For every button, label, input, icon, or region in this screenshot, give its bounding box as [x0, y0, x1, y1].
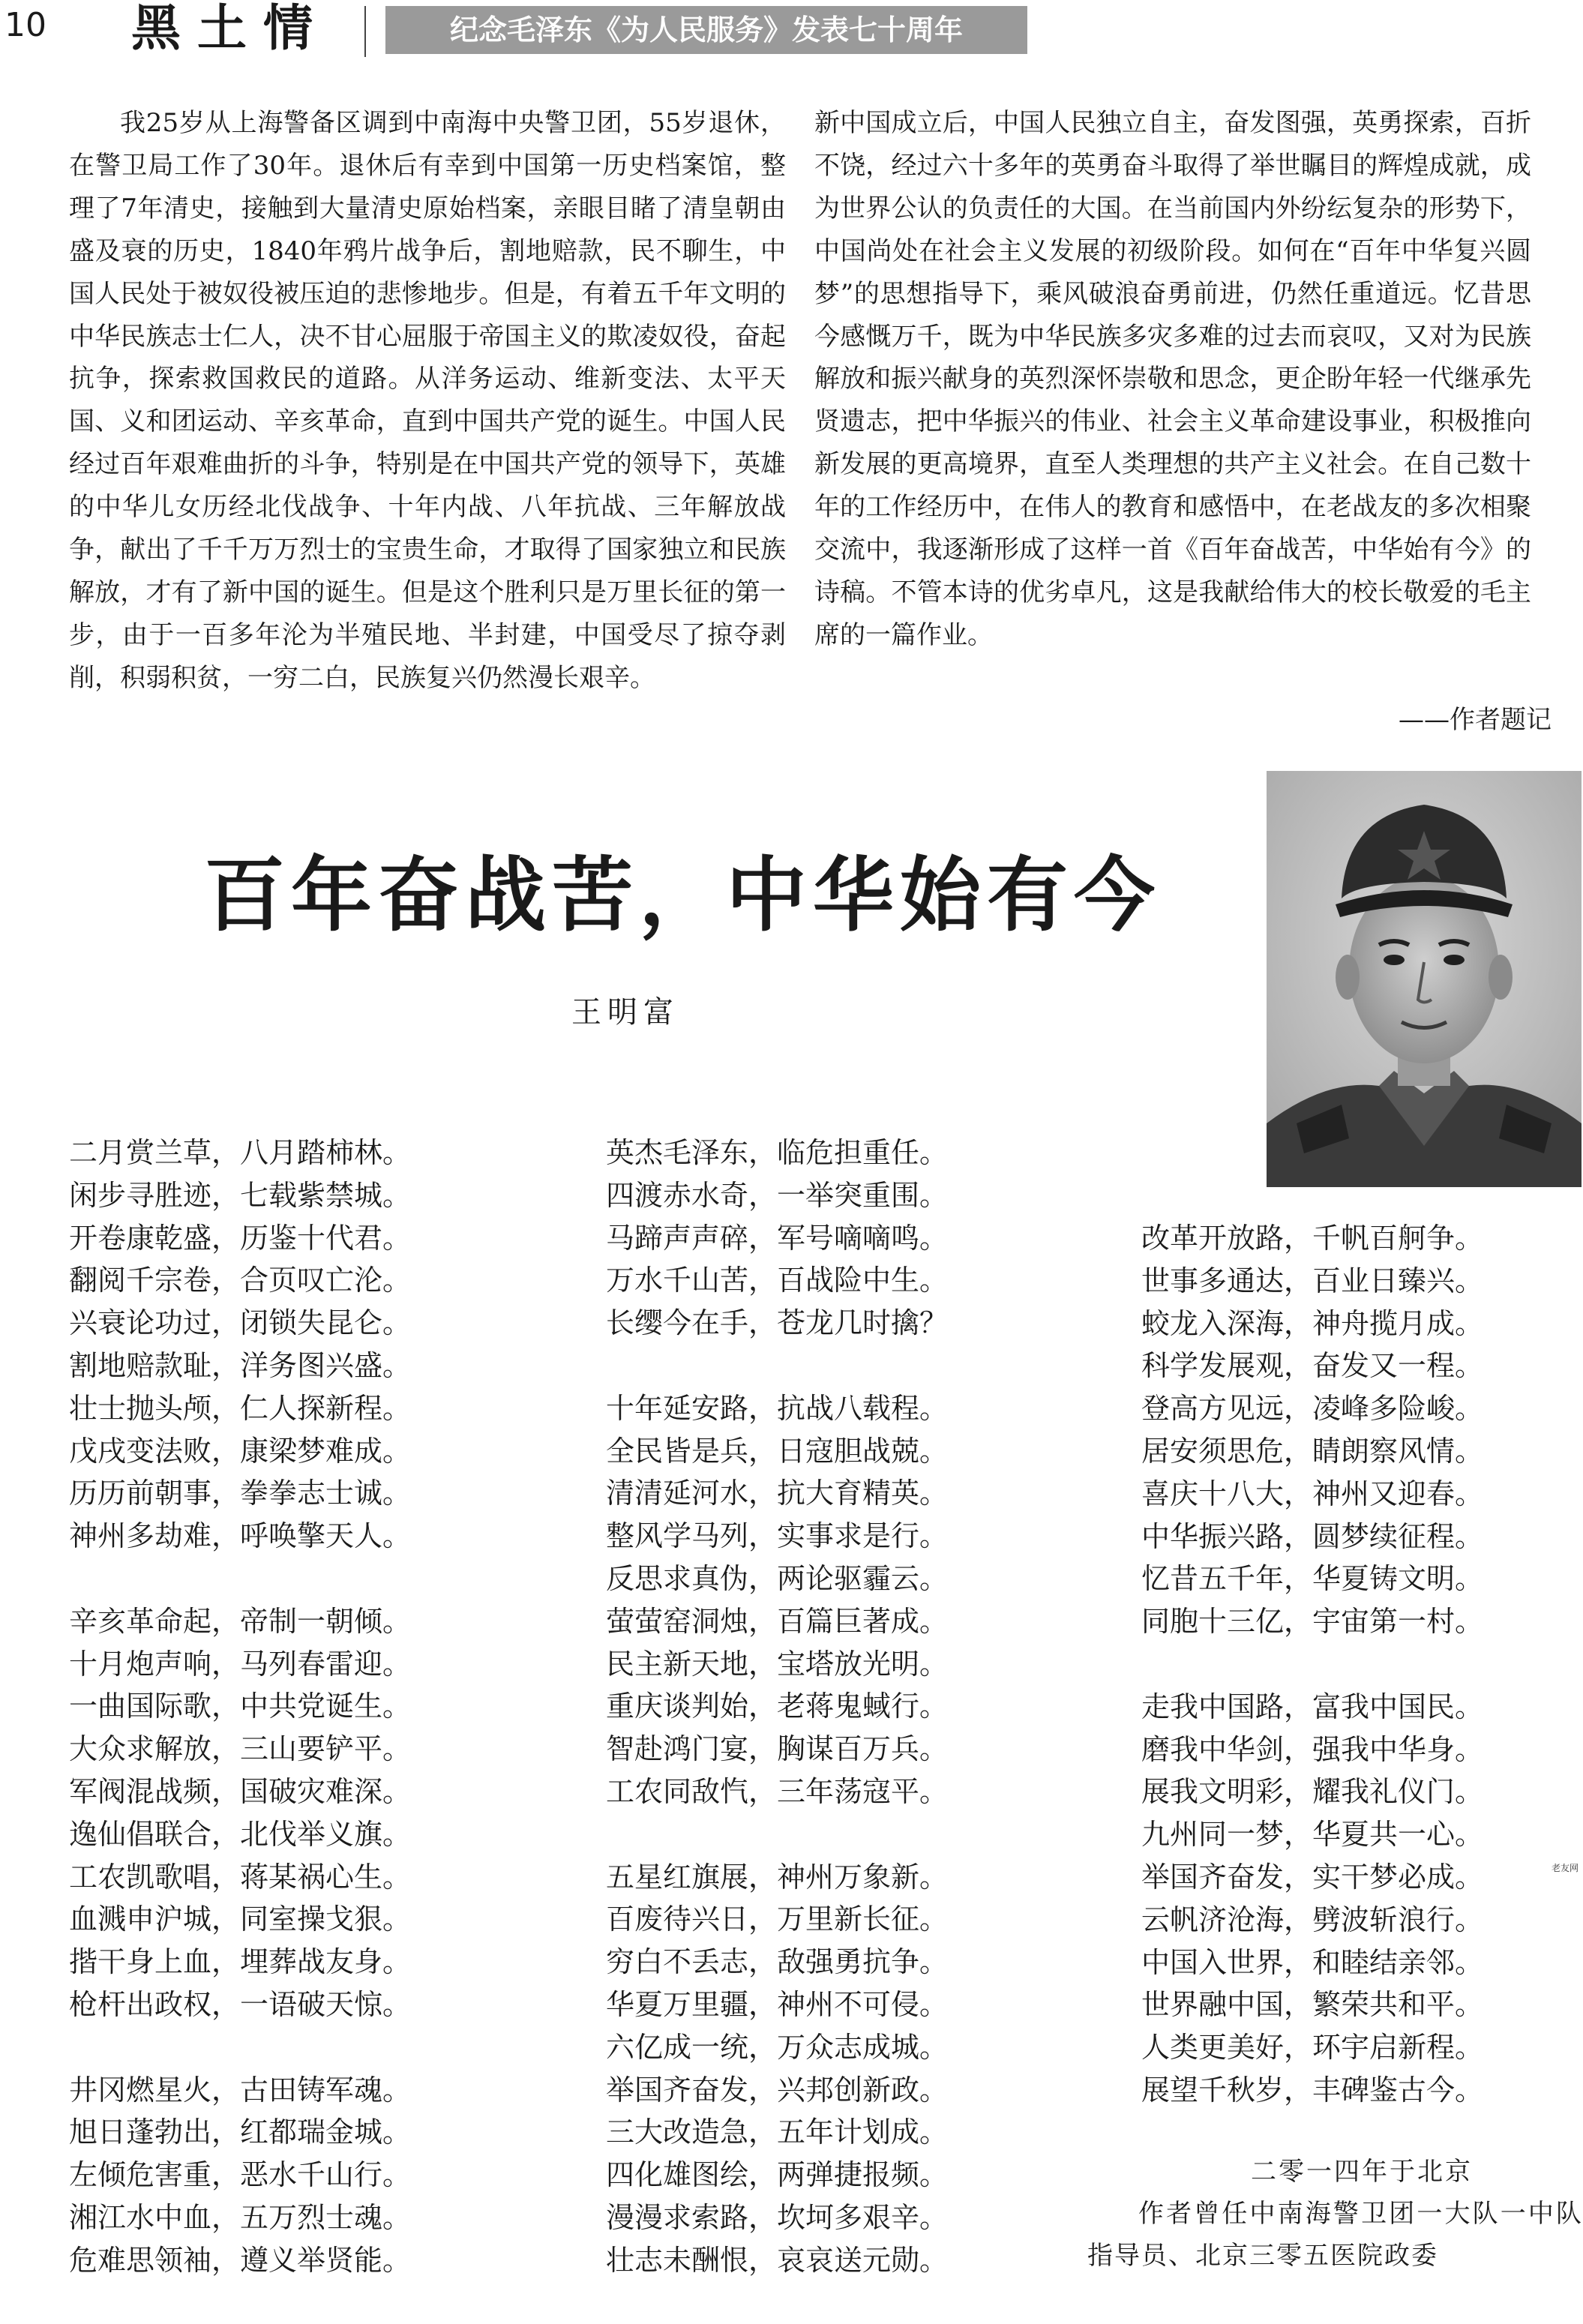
masthead-divider — [364, 6, 366, 57]
poem-line: 漫漫求索路，坎坷多艰辛。 — [606, 2200, 949, 2234]
poem-line: 左倾危害重，恶水千山行。 — [69, 2158, 412, 2192]
poem-line: 辛亥革命起，帝制一朝倾。 — [69, 1604, 412, 1638]
poem-line: 血溅申沪城，同室操戈狠。 — [69, 1903, 412, 1936]
poem-column-1 — [69, 1132, 411, 2324]
masthead-logo: 黑土情 — [131, 0, 329, 57]
poem-line: 忆昔五千年，华夏铸文明。 — [1141, 1562, 1484, 1596]
poem-stanza — [69, 1600, 411, 2026]
poem-line: 重庆谈判始，老蒋鬼蜮行。 — [606, 1690, 949, 1723]
poem-line: 一曲国际歌，中共党诞生。 — [69, 1690, 412, 1723]
poem-line: 人类更美好，环宇启新程。 — [1141, 2031, 1484, 2065]
poem-line: 穷白不丢志，敌强勇抗争。 — [606, 1945, 949, 1979]
intro-paragraph-continued: 新中国成立后，中国人民独立自主，奋发图强，英勇探索，百折不饶，经过六十多年的英勇奋斗取得了举世瞩目的辉煌成就，成为世界公认的负责任的大国。在当前国内外纷纭复杂的形势下，中国尚处在社会主义发展的初级阶段。如何在“百年中华复兴圆梦”的思想指导下，乘风破浪奋勇前进，仍然任重道远。忆昔思今感慨万千，既为中华民族多灾多难的过去而哀叹，又对为民族解放和振兴献身的英烈深怀崇敬和思念，更企盼年轻一代继承先贤遗志，把中华振兴的伟业、社会主义革命建设事业，积极推向新发展的更高境界，直至人类理想的共产主义社会。在自己数十年的工作经历中，在伟人的教育和感悟中，在老战友的多次相聚交流中，我逐渐形成了这样一首《百年奋战苦，中华始有今》的诗稿。不管本诗的优劣卓凡，这是我献给伟大的校长敬爱的毛主席的一篇作业。 — [814, 108, 1531, 650]
poem-line: 磨我中华剑，强我中华身。 — [1141, 1732, 1484, 1766]
poem-line: 神州多劫难，呼唤擎天人。 — [69, 1519, 412, 1553]
poem-line: 兴衰论功过，闭锁失昆仑。 — [69, 1306, 412, 1340]
poem-stanza — [606, 1856, 948, 2282]
poem-line: 马蹄声声碎，军号嘀嘀鸣。 — [606, 1221, 949, 1255]
intro-column-right — [814, 102, 1531, 657]
poem-line: 展我文明彩，耀我礼仪门。 — [1141, 1775, 1484, 1809]
poem-line: 四渡赤水奇，一举突重围。 — [606, 1178, 949, 1212]
poem-line: 万水千山苦，百战险中生。 — [606, 1264, 949, 1297]
poem-line: 闲步寻胜迹，七载紫禁城。 — [69, 1178, 412, 1212]
poem-line: 百废待兴日，万里新长征。 — [606, 1903, 949, 1936]
poem-line: 危难思领袖，遵义举贤能。 — [69, 2243, 412, 2277]
poem-line: 展望千秋岁，丰碑鉴古今。 — [1141, 2073, 1484, 2107]
poem-line: 清清延河水，抗大育精英。 — [606, 1477, 949, 1510]
poem-line: 三大改造急，五年计划成。 — [606, 2116, 949, 2149]
poem-stanza — [1141, 1686, 1483, 2112]
poem-stanza — [69, 2069, 411, 2282]
poem-line: 割地赔款耻，洋务图兴盛。 — [69, 1348, 412, 1382]
poem-line: 世事多通达，百业日臻兴。 — [1141, 1264, 1484, 1297]
intro-column-left — [69, 102, 786, 700]
poem-line: 十月炮声响，马列春雷迎。 — [69, 1647, 412, 1681]
poem-line: 举国齐奋发，实干梦必成。 — [1141, 1860, 1484, 1894]
poem-line: 逸仙倡联合，北伐举义旗。 — [69, 1817, 412, 1851]
section-banner: 纪念毛泽东《为人民服务》发表七十周年 — [385, 6, 1027, 54]
poem-author: 王明富 — [571, 995, 679, 1030]
poem-line: 居安须思危，睛朗察风情。 — [1141, 1434, 1484, 1468]
poem-stanza — [606, 1387, 948, 1813]
poem-date: 二零一四年于北京 — [1251, 2157, 1473, 2187]
poem-line: 旭日蓬勃出，红都瑞金城。 — [69, 2116, 412, 2149]
poem-line: 大众求解放，三山要铲平。 — [69, 1732, 412, 1766]
poem-line: 二月赏兰草，八月踏柿林。 — [69, 1136, 412, 1169]
poem-line: 全民皆是兵，日寇胆战兢。 — [606, 1434, 949, 1468]
poem-line: 喜庆十八大，神州又迎春。 — [1141, 1477, 1484, 1510]
author-bio: 作者曾任中南海警卫团一大队一中队指导员、北京三零五医院政委 — [1087, 2199, 1583, 2271]
poem-line: 中华振兴路，圆梦续征程。 — [1141, 1519, 1484, 1553]
poem-line: 枪杆出政权，一语破天惊。 — [69, 1987, 412, 2021]
poem-column-2 — [606, 1132, 948, 2324]
poem-line: 世界融中国，繁荣共和平。 — [1141, 1988, 1484, 2022]
poem-line: 走我中国路，富我中国民。 — [1141, 1690, 1484, 1723]
poem-column-3 — [1141, 1217, 1483, 2155]
page-number: 10 — [4, 6, 46, 44]
poem-line: 历历前朝事，拳拳志士诚。 — [69, 1477, 412, 1510]
poem-line: 四化雄图绘，两弹捷报频。 — [606, 2158, 949, 2192]
poem-line: 十年延安路，抗战八载程。 — [606, 1391, 949, 1425]
poem-line: 中国入世界，和睦结亲邻。 — [1141, 1945, 1484, 1979]
poem-stanza — [606, 1132, 948, 1345]
poem-line: 长缨今在手，苍龙几时擒？ — [606, 1306, 949, 1340]
poem-line: 军阀混战频，国破灾难深。 — [69, 1774, 412, 1808]
poem-line: 九州同一梦，华夏共一心。 — [1141, 1818, 1484, 1852]
poem-stanza — [69, 1132, 411, 1558]
poem-line: 民主新天地，宝塔放光明。 — [606, 1647, 949, 1681]
poem-line: 英杰毛泽东，临危担重任。 — [606, 1136, 949, 1169]
poem-line: 蛟龙入深海，神舟揽月成。 — [1141, 1306, 1484, 1340]
poem-title: 百年奋战苦，中华始有今 — [204, 848, 1162, 943]
poem-line: 科学发展观，奋发又一程。 — [1141, 1349, 1484, 1383]
watermark: 老友网 — [1551, 1863, 1579, 1873]
poem-line: 华夏万里疆，神州不可侵。 — [606, 1987, 949, 2021]
poem-line: 井冈燃星火，古田铸军魂。 — [69, 2073, 412, 2107]
poem-line: 壮志未酬恨，哀哀送元勋。 — [606, 2243, 949, 2277]
intro-signature: ——作者题记 — [1399, 705, 1552, 735]
poem-line: 整风学马列，实事求是行。 — [606, 1519, 949, 1553]
poem-line: 戊戌变法败，康梁梦难成。 — [69, 1434, 412, 1468]
poem-stanza — [1141, 1217, 1483, 1643]
poem-line: 登高方见远，凌峰多险峻。 — [1141, 1392, 1484, 1426]
poem-line: 萤萤窑洞烛，百篇巨著成。 — [606, 1604, 949, 1638]
poem-line: 智赴鸿门宴，胸谋百万兵。 — [606, 1732, 949, 1766]
poem-line: 反思求真伪，两论驱霾云。 — [606, 1561, 949, 1595]
poem-line: 揩干身上血，埋葬战友身。 — [69, 1945, 412, 1979]
poem-line: 湘江水中血，五万烈士魂。 — [69, 2200, 412, 2234]
poem-line: 六亿成一统，万众志成城。 — [606, 2030, 949, 2064]
poem-line: 改革开放路，千帆百舸争。 — [1141, 1222, 1484, 1255]
poem-line: 翻阅千宗卷，合页叹亡沦。 — [69, 1264, 412, 1297]
poem-line: 五星红旗展，神州万象新。 — [606, 1860, 949, 1894]
poem-line: 壮士抛头颅，仁人探新程。 — [69, 1391, 412, 1425]
poem-line: 同胞十三亿，宇宙第一村。 — [1141, 1605, 1484, 1639]
poem-line: 工农同敌忾，三年荡寇平。 — [606, 1774, 949, 1808]
author-portrait-photo — [1267, 771, 1582, 1187]
poem-line: 工农凯歌唱，蒋某祸心生。 — [69, 1860, 412, 1894]
poem-line: 举国齐奋发，兴邦创新政。 — [606, 2073, 949, 2107]
poem-line: 开卷康乾盛，历鉴十代君。 — [69, 1221, 412, 1255]
intro-paragraph: 我25岁从上海警备区调到中南海中央警卫团，55岁退休，在警卫局工作了30年。退休后有幸到中国第一历史档案馆，整理了7年清史，接触到大量清史原始档案，亲眼目睹了清皇朝由盛及衰的历史，1840年鸦片战争后，割地赔款，民不聊生，中国人民处于被奴役被压迫的悲惨地步。但是，有着五千年文明的中华民族志士仁人，决不甘心屈服于帝国主义的欺凌奴役，奋起抗争，探索救国救民的道路。从洋务运动、维新变法、太平天国、义和团运动、辛亥革命，直到中国共产党的诞生。中国人民经过百年艰难曲折的斗争，特别是在中国共产党的领导下，英雄的中华儿女历经北伐战争、十年内战、八年抗战、三年解放战争，献出了千千万万烈士的宝贵生命，才取得了国家独立和民族解放，才有了新中国的诞生。但是这个胜利只是万里长征的第一步，由于一百多年沦为半殖民地、半封建，中国受尽了掠夺剥削，积弱积贫，一穷二白，民族复兴仍然漫长艰辛。 — [69, 108, 786, 693]
poem-line: 云帆济沧海，劈波斩浪行。 — [1141, 1903, 1484, 1936]
